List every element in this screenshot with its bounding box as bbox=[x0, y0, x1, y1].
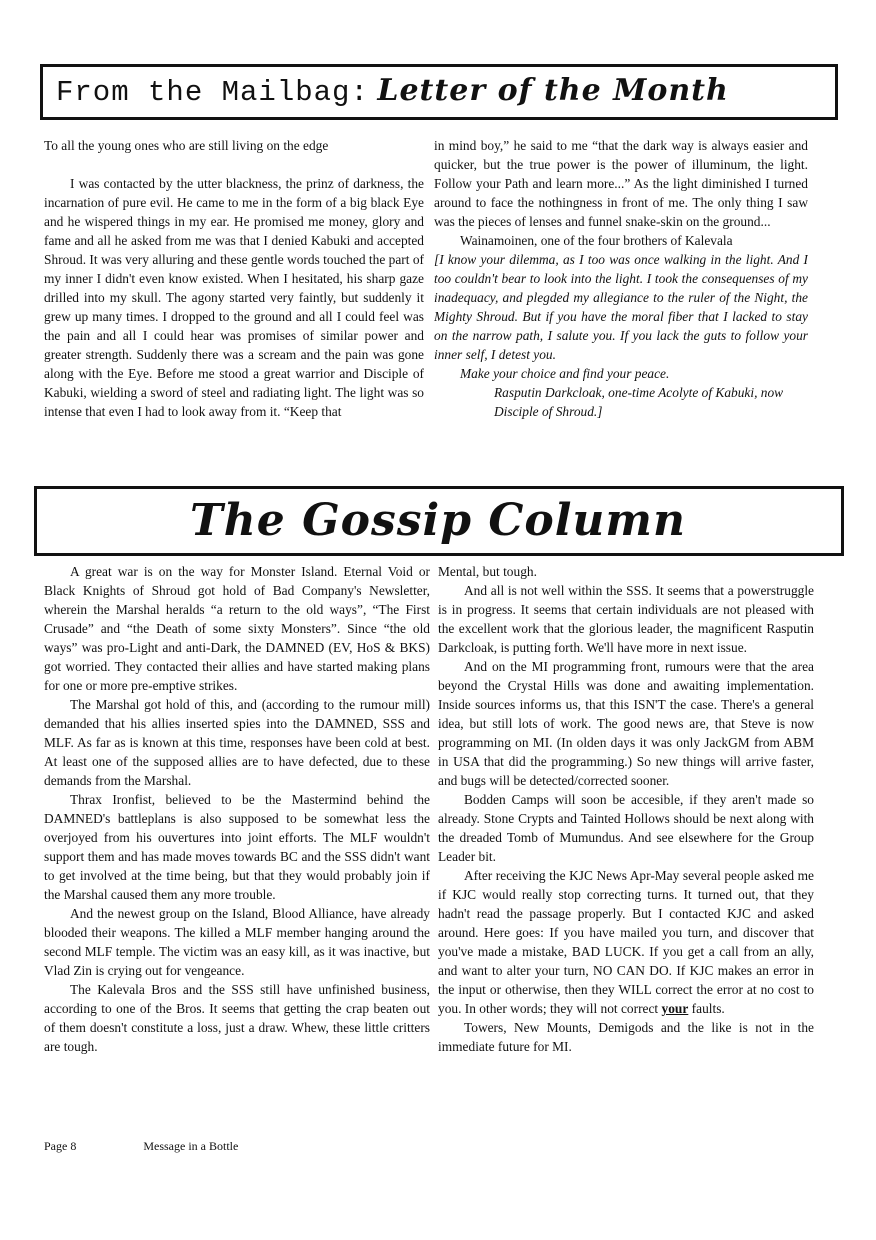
gossip-paragraph: A great war is on the way for Monster Island. Eternal Void or Black Knights of Shroud got hold of Bad Company's Newsletter, wherein the Marshal heralds “a return to the old ways”, “The First Crusade” and “the Death of some sixty Monsters”. Since “the old ways” was pro-Light and anti-Dark, the DAMNED (EV, HoS & BKS) got worried. They contacted their allies and have started making plans for one or more pre-emptive strikes. bbox=[44, 564, 430, 693]
gossip-paragraph: Bodden Camps will soon be accesible, if they aren't made so already. Stone Crypts and Tainted Hollows should be next along with the dreaded Tomb of Mumundus. And see elsewhere for the Group Leader bit. bbox=[438, 792, 814, 864]
mailbag-salutation: To all the young ones who are still living on the edge bbox=[44, 138, 329, 153]
gossip-paragraph: The Marshal got hold of this, and (according to the rumour mill) demanded that his allies inserted spies into the DAMNED, SSS and MLF. As far as is known at this time, responses have been cold at best. At least one of the supposed allies are to have defected, due to these demands from the Marshal. bbox=[44, 697, 430, 788]
mailbag-reply-closing: Make your choice and find your peace. bbox=[460, 366, 670, 381]
kjc-text-after: faults. bbox=[691, 1001, 725, 1016]
gossip-paragraph: And the newest group on the Island, Blood Alliance, have already blooded their weapons. The killed a MLF member hanging around the second MLF temple. The victim was an easy kill, as it was inactive, but Vlad Zin is crying out for vengeance. bbox=[44, 906, 430, 978]
page-number: Page 8 bbox=[44, 1139, 77, 1153]
mailbag-title bbox=[56, 72, 729, 112]
gossip-kjc-paragraph bbox=[438, 866, 814, 1018]
publication-name: Message in a Bottle bbox=[143, 1139, 239, 1153]
gossip-paragraph-continued: Mental, but tough. bbox=[438, 564, 537, 579]
mailbag-reply: [I know your dilemma, as I too was once walking in the light. And I too couldn't bear to look into the light. I took the consequenses of my inadequacy, and plegded my allegiance to the ruler of the Night, the Mighty Shroud. But if you have the moral fiber that I lacked to stay on the narrow path, I salute you. If you lack the guts to follow your inner self, I detest you. bbox=[434, 252, 808, 362]
gossip-right-column bbox=[438, 562, 814, 1162]
mailbag-letter-continued: in mind boy,” he said to me “that the dark way is always easier and quicker, but the true power is the power of illuminum, the light. Follow your Path and learn more...” As the light diminished I turned around to face the nothingness in front of me. The only thing I saw was the pieces of lenses and funnel snake-skin on the ground... bbox=[434, 138, 808, 229]
kjc-text-before: After receiving the KJC News Apr-May several people asked me if KJC would really stop correcting turns. It turned out, that they hadn't read the passage properly. But I contacted KJC and asked around. Here goes: If you have mailed you turn, and discover that you've made a mistake, BAD LUCK. If you get a call from an ally, and want to alter your turn, NO CAN DO. If KJC makes an error in the input or otherwise, then they WILL correct the error at no cost to you. In other words; they will not correct bbox=[438, 868, 814, 1016]
gossip-title: The Gossip Column bbox=[190, 495, 686, 546]
gossip-paragraph: And on the MI programming front, rumours were that the area beyond the Crystal Hills was done and awaiting implementation. Inside sources informs us, that this ISN'T the case. There's a general idea, but still lots of work. The good news are, that Steve is now programming on MI. (In olden days it was only JackGM from ABM in USA that did the programming.) So new things will arrive faster, and bugs will be detected/corrected sooner. bbox=[438, 659, 814, 788]
gossip-paragraph: The Kalevala Bros and the SSS still have unfinished business, according to one of the Bros. It seems that getting the crap beaten out of them doesn't constitute a loss, just a draw. Whew, these little critters are tough. bbox=[44, 982, 430, 1054]
mailbag-letter-author: Wainamoinen, one of the four brothers of Kalevala bbox=[460, 233, 733, 248]
page-footer bbox=[44, 1138, 238, 1154]
mailbag-title-fancy: Letter of the Month bbox=[377, 73, 729, 108]
gossip-paragraph: Towers, New Mounts, Demigods and the like is not in the immediate future for MI. bbox=[438, 1020, 814, 1054]
mailbag-right-column bbox=[434, 136, 808, 466]
gossip-left-column bbox=[44, 562, 430, 1142]
gossip-paragraph: Thrax Ironfist, believed to be the Mastermind behind the DAMNED's battleplans is also supposed to be somewhat less the overjoyed from his ouvertures into joint efforts. The MLF wouldn't support them and has made moves towards BC and the SSS didn't want to get involved at the time being, but that they would probably join if the Marshal caused them any more trouble. bbox=[44, 792, 430, 902]
mailbag-title-plain: From the Mailbag: bbox=[56, 76, 369, 109]
gossip-paragraph: And all is not well within the SSS. It seems that a powerstruggle is in progress. It seems that certain individuals are not pleased with the excellent work that the glorious leader, the magnificent Rasputin Darkcloak, is putting forth. We'll have more in next issue. bbox=[438, 583, 814, 655]
mailbag-reply-signature: Rasputin Darkcloak, one-time Acolyte of Kabuki, now Disciple of Shroud.] bbox=[494, 385, 784, 419]
kjc-emphasis: your bbox=[661, 1001, 689, 1016]
mailbag-left-column bbox=[44, 136, 424, 466]
mailbag-letter-body: I was contacted by the utter blackness, the prinz of darkness, the incarnation of pure evil. He came to me in the form of a big black Eye and he wispered things in my ear. He promised me money, glory and fame and all he asked from me was that I denied Kabuki and accepted Shroud. It was very alluring and these gentle words touched the part of my inner I didn't even know existed. When I hesitated, his sharp gaze drilled into my skull. The agony started very faintly, but suddenly it grew up many times. I dropped to the ground and all I could feel was the pain and all I could hear was promises of similar power and greater strength. Suddenly there was a scream and the pain was gone along with the Eye. Before me stood a great warrior and Disciple of Kabuki, wielding a sword of steel and radiating light. The light was so intense that even I had to look away from it. “Keep that bbox=[44, 176, 424, 419]
